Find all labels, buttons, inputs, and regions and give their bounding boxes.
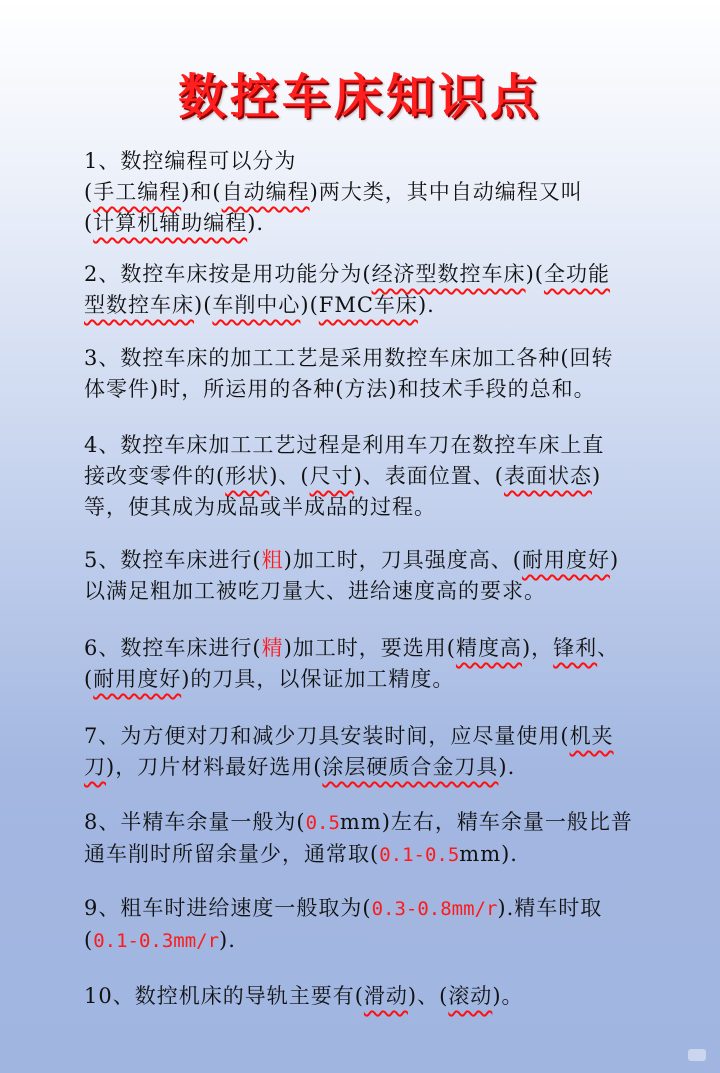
highlighted-term: 精 (261, 636, 284, 660)
text-segment: )、表面位置、( (353, 464, 504, 488)
text-line (84, 925, 684, 957)
text-line (84, 208, 684, 239)
underlined-term: 耐用度好 (521, 548, 610, 572)
text-line (84, 807, 684, 839)
underlined-term: 型数控车床 (84, 293, 194, 317)
text-segment: 6、数控车床进行( (84, 636, 262, 660)
text-segment: )( (525, 262, 544, 286)
text-segment: )。 (492, 984, 524, 1008)
underlined-term: 表面状态 (503, 464, 592, 488)
underlined-term: FMC车床 (318, 293, 418, 317)
text-line (84, 430, 684, 461)
underlined-term: 经济型数控车床 (371, 262, 526, 286)
page-title: 数控车床知识点 (177, 69, 542, 125)
text-segment: 、 (597, 636, 620, 660)
text-segment: )、( (407, 984, 449, 1008)
underlined-term: 形状 (225, 464, 270, 488)
knowledge-point-1 (84, 146, 684, 239)
underlined-term: 计算机辅助编程 (93, 211, 248, 235)
text-segment: )( (194, 293, 213, 317)
knowledge-point-8 (84, 807, 684, 871)
text-segment: 8、半精车余量一般为( (84, 810, 306, 834)
text-segment: mm). (459, 842, 518, 866)
text-line (84, 752, 684, 783)
text-segment: 3、数控车床的加工工艺是采用数控车床加工各种(回转 (84, 346, 614, 370)
text-segment: )和( (181, 180, 222, 204)
text-segment: ).精车时取 (497, 896, 603, 920)
text-line (84, 492, 684, 523)
text-segment: ). (247, 211, 265, 235)
text-line (84, 177, 684, 208)
underlined-term: 机夹 (569, 724, 614, 748)
knowledge-point-6 (84, 633, 684, 695)
knowledge-point-2 (84, 259, 684, 321)
text-segment: ( (84, 211, 94, 235)
text-line (84, 981, 684, 1012)
text-line (84, 721, 684, 752)
text-segment: 1、数控编程可以分为 (84, 149, 297, 173)
text-segment: )的刀具，以保证加工精度。 (181, 667, 455, 691)
watermark-badge (688, 1049, 706, 1061)
underlined-term: 尺寸 (309, 464, 354, 488)
text-line (84, 839, 684, 871)
underlined-term: 车削中心 (212, 293, 301, 317)
underlined-term: 精度高 (455, 636, 522, 660)
underlined-term: 自动编程 (221, 180, 310, 204)
text-segment: ( (84, 928, 94, 952)
highlighted-term: 0.1-0.3mm/r (93, 930, 220, 952)
text-line (84, 893, 684, 925)
text-segment: 5、数控车床进行( (84, 548, 262, 572)
text-segment: 以满足粗加工被吃刀量大、进给速度高的要求。 (84, 579, 546, 603)
text-segment: 等，使其成为成品或半成品的过程。 (84, 495, 436, 519)
text-segment: 4、数控车床加工工艺过程是利用车刀在数控车床上直 (84, 433, 605, 457)
text-line (84, 374, 684, 405)
text-line (84, 146, 684, 177)
text-segment: )加工时，刀具强度高、( (283, 548, 522, 572)
knowledge-point-7 (84, 721, 684, 783)
underlined-term: 涂层硬质合金刀具 (322, 755, 499, 779)
text-segment: )、( (269, 464, 310, 488)
text-line (84, 343, 684, 374)
underlined-term: 手工编程 (93, 180, 182, 204)
text-line (84, 576, 684, 607)
text-segment: 通车削时所留余量少，通常取( (84, 842, 380, 866)
text-segment: 10、数控机床的导轨主要有( (84, 984, 364, 1008)
highlighted-term: 0.5 (305, 812, 340, 834)
text-segment: )加工时，要选用( (283, 636, 456, 660)
underlined-term: 刀 (84, 755, 106, 779)
knowledge-point-9 (84, 893, 684, 957)
underlined-term: 滚动 (448, 984, 493, 1008)
text-line (84, 461, 684, 492)
text-segment: 2、数控车床按是用功能分为( (84, 262, 372, 286)
text-segment: 9、粗车时进给速度一般取为( (84, 896, 372, 920)
highlighted-term: 0.3-0.8mm/r (371, 898, 498, 920)
text-segment: )( (300, 293, 319, 317)
highlighted-term: 0.1-0.5 (379, 844, 460, 866)
knowledge-point-5 (84, 545, 684, 607)
text-segment: 接改变零件的( (84, 464, 226, 488)
text-segment: )， (521, 636, 554, 660)
underlined-term: 耐用度好 (93, 667, 182, 691)
text-line (84, 290, 684, 321)
text-line (84, 633, 684, 664)
underlined-term: 锋利 (553, 636, 598, 660)
text-segment: ). (417, 293, 435, 317)
text-segment: ). (219, 928, 236, 952)
underlined-term: 全功能 (543, 262, 610, 286)
text-line (84, 259, 684, 290)
text-segment: 体零件)时，所运用的各种(方法)和技术手段的总和。 (84, 377, 596, 401)
highlighted-term: 粗 (261, 548, 284, 572)
text-segment: 7、为方便对刀和减少刀具安装时间，应尽量使用( (84, 724, 570, 748)
text-segment: ). (498, 755, 516, 779)
knowledge-point-10 (84, 981, 684, 1012)
text-segment: ( (84, 667, 94, 691)
text-segment: mm)左右，精车余量一般比普 (339, 810, 633, 834)
text-line (84, 664, 684, 695)
text-segment: ) (609, 548, 620, 572)
text-line (84, 545, 684, 576)
underlined-term: 滑动 (363, 984, 408, 1008)
knowledge-point-4 (84, 430, 684, 523)
knowledge-point-3 (84, 343, 684, 405)
text-segment: ( (84, 180, 94, 204)
text-segment: ) (591, 464, 602, 488)
text-segment: )两大类，其中自动编程又叫 (309, 180, 583, 204)
text-segment: )，刀片材料最好选用( (106, 755, 323, 779)
